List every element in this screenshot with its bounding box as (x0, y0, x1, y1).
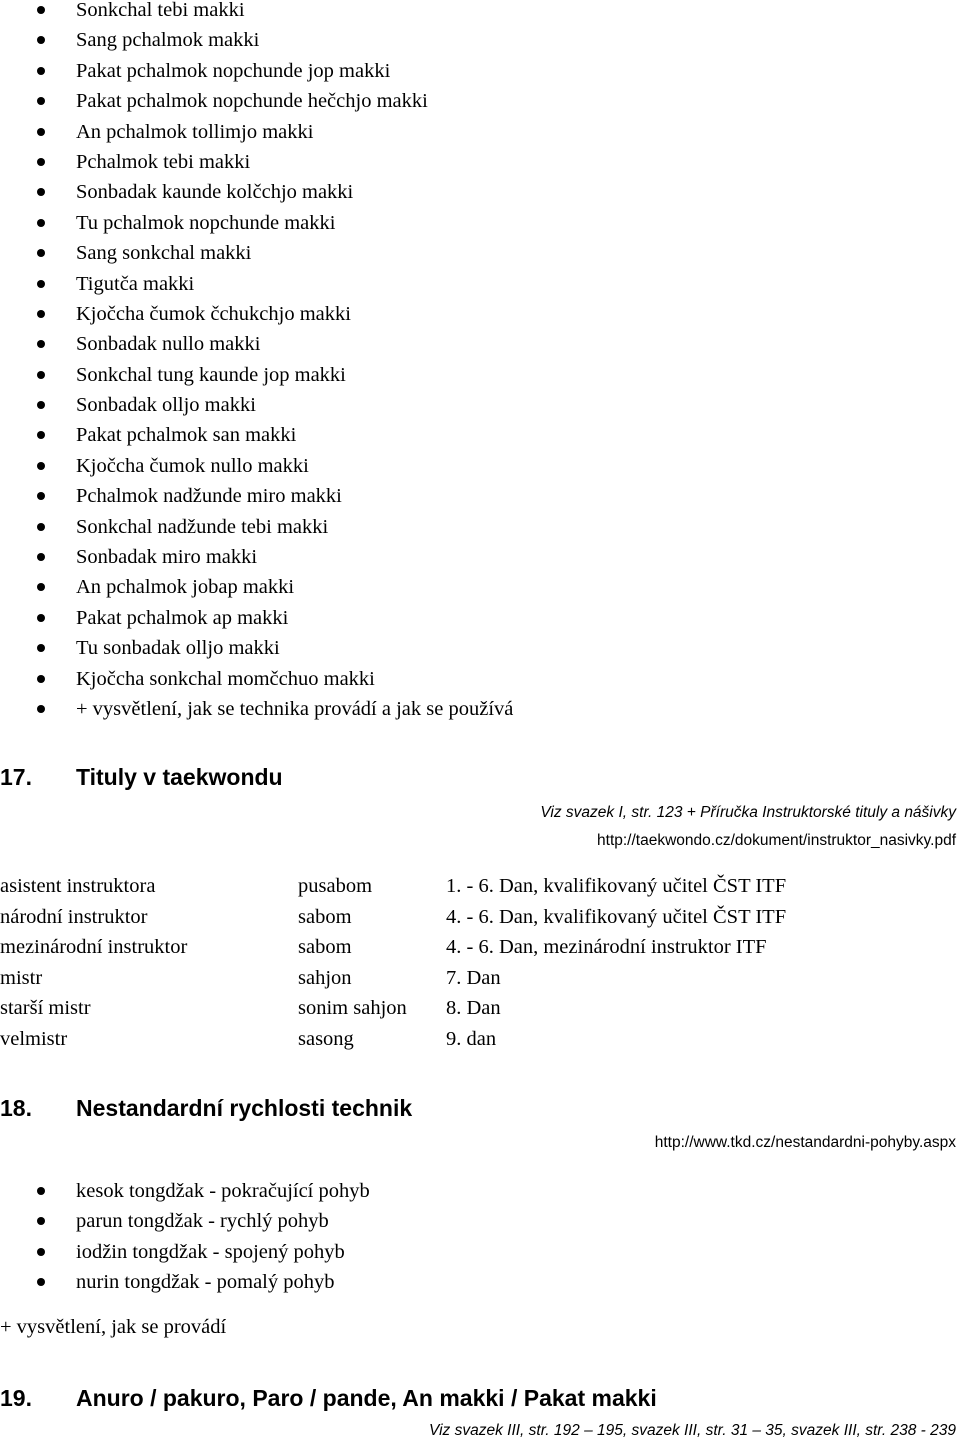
list-item: Tu pchalmok nopchunde makki (0, 208, 513, 238)
bullet-icon (37, 97, 45, 105)
list-item: kesok tongdžak - pokračující pohyb (0, 1176, 370, 1206)
section-18-title: Nestandardní rychlosti technik (76, 1095, 413, 1121)
bullet-icon (37, 401, 45, 409)
list-item: + vysvětlení, jak se technika provádí a jak se používá (0, 694, 513, 724)
bullet-icon (37, 188, 45, 196)
rank-cell: 4. - 6. Dan, mezinárodní instruktor ITF (446, 936, 767, 959)
list-item: Sonbadak kaunde kolčchjo makki (0, 177, 513, 207)
section-18-note: + vysvětlení, jak se provádí (0, 1316, 227, 1338)
korean-cell: sabom (298, 936, 352, 959)
title-cell: mistr (0, 966, 43, 989)
bullet-icon (37, 1278, 45, 1286)
list-item: Sonkchal tung kaunde jop makki (0, 360, 513, 390)
bullet-icon (37, 158, 45, 166)
list-item: Kjočcha čumok nullo makki (0, 451, 513, 481)
table-row (0, 993, 786, 1024)
list-item: nurin tongdžak - pomalý pohyb (0, 1267, 370, 1297)
list-item: Sonkchal tebi makki (0, 0, 513, 25)
title-cell: starší mistr (0, 997, 91, 1020)
list-item: Sang sonkchal makki (0, 238, 513, 268)
section-17-number: 17. (0, 764, 32, 790)
list-item: An pchalmok jobap makki (0, 572, 513, 602)
table-row (0, 902, 786, 933)
table-row (0, 932, 786, 963)
section-19-reference: Viz svazek III, str. 192 – 195, svazek III, str. 31 – 35, svazek III, str. 238 - 239 (429, 1422, 956, 1439)
rank-cell: 1. - 6. Dan, kvalifikovaný učitel ČST ITF (446, 875, 787, 897)
bullet-icon (37, 614, 45, 622)
korean-cell: sahjon (298, 966, 352, 989)
list-item: Sonkchal nadžunde tebi makki (0, 512, 513, 542)
bullet-icon (37, 553, 45, 561)
rank-cell: 8. Dan (446, 997, 501, 1020)
table-row (0, 963, 786, 994)
bullet-icon (37, 644, 45, 652)
title-cell: asistent instruktora (0, 875, 156, 897)
section-19-title: Anuro / pakuro, Paro / pande, An makki / Pakat makki (76, 1385, 657, 1411)
korean-cell: sasong (298, 1027, 354, 1050)
list-item: Sonbadak olljo makki (0, 390, 513, 420)
list-item: parun tongdžak - rychlý pohyb (0, 1206, 370, 1236)
bullet-icon (37, 492, 45, 500)
bullet-icon (37, 249, 45, 257)
section-17-title: Tituly v taekwondu (76, 764, 283, 790)
rank-cell: 9. dan (446, 1027, 497, 1050)
korean-cell: pusabom (298, 875, 373, 897)
list-item: iodžin tongdžak - spojený pohyb (0, 1237, 370, 1267)
title-cell: mezinárodní instruktor (0, 936, 188, 959)
bullet-icon (37, 280, 45, 288)
bullet-icon (37, 67, 45, 75)
bullet-icon (37, 36, 45, 44)
list-item: Sonbadak nullo makki (0, 329, 513, 359)
list-item: Pchalmok tebi makki (0, 147, 513, 177)
titles-table (0, 871, 786, 1055)
list-item: Kjočcha čumok čchukchjo makki (0, 299, 513, 329)
list-item: Sonbadak miro makki (0, 542, 513, 572)
korean-cell: sabom (298, 905, 352, 928)
bullet-icon (37, 310, 45, 318)
list-item: Pakat pchalmok nopchunde jop makki (0, 56, 513, 86)
list-item: Tigutča makki (0, 269, 513, 299)
bullet-icon (37, 340, 45, 348)
bullet-icon (37, 128, 45, 136)
title-cell: národní instruktor (0, 905, 148, 928)
section-17-url[interactable]: http://taekwondo.cz/dokument/instruktor_nasivky.pdf (597, 832, 956, 849)
bullet-icon (37, 462, 45, 470)
table-row (0, 871, 786, 902)
rank-cell: 7. Dan (446, 966, 501, 989)
bullet-icon (37, 583, 45, 591)
bullet-icon (37, 1187, 45, 1195)
korean-cell: sonim sahjon (298, 997, 407, 1020)
section-18-url[interactable]: http://www.tkd.cz/nestandardni-pohyby.aspx (654, 1134, 956, 1151)
bullet-icon (37, 371, 45, 379)
bullet-icon (37, 219, 45, 227)
list-item: Pakat pchalmok san makki (0, 420, 513, 450)
tongdzak-list (0, 1176, 370, 1298)
list-item: Pakat pchalmok nopchunde hečchjo makki (0, 86, 513, 116)
makki-list (0, 0, 513, 724)
list-item: Sang pchalmok makki (0, 25, 513, 55)
bullet-icon (37, 431, 45, 439)
list-item: An pchalmok tollimjo makki (0, 117, 513, 147)
rank-cell: 4. - 6. Dan, kvalifikovaný učitel ČST ITF (446, 905, 787, 928)
bullet-icon (37, 675, 45, 683)
list-item: Kjočcha sonkchal momčchuo makki (0, 664, 513, 694)
table-row (0, 1024, 786, 1055)
bullet-icon (37, 705, 45, 713)
section-19-number: 19. (0, 1385, 32, 1411)
list-item: Pchalmok nadžunde miro makki (0, 481, 513, 511)
bullet-icon (37, 1248, 45, 1256)
section-17-reference: Viz svazek I, str. 123 + Příručka Instruktorské tituly a nášivky (540, 804, 956, 821)
title-cell: velmistr (0, 1027, 68, 1050)
bullet-icon (37, 1217, 45, 1225)
bullet-icon (37, 523, 45, 531)
list-item: Pakat pchalmok ap makki (0, 603, 513, 633)
list-item: Tu sonbadak olljo makki (0, 633, 513, 663)
section-18-number: 18. (0, 1095, 32, 1121)
bullet-icon (37, 6, 45, 14)
